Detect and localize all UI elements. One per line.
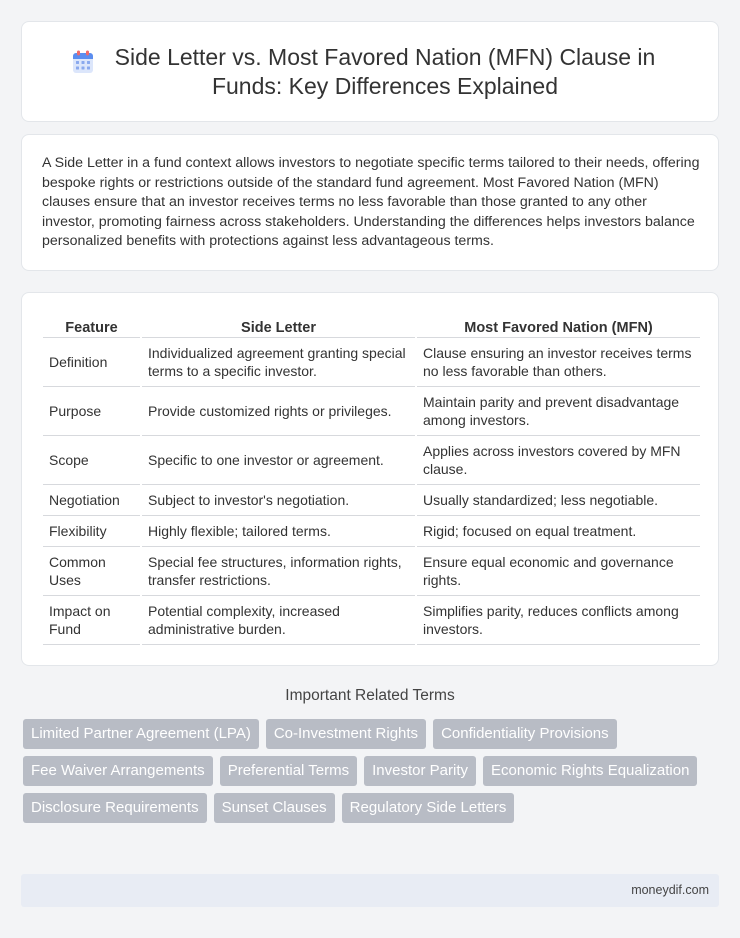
feature-cell: Scope — [43, 435, 141, 484]
mfn-cell: Maintain parity and prevent disadvantage among investors. — [416, 386, 700, 435]
related-term-tag[interactable]: Disclosure Requirements — [23, 793, 207, 823]
table-row — [43, 337, 700, 386]
table-row — [43, 546, 700, 595]
mfn-cell: Usually standardized; less negotiable. — [416, 484, 700, 515]
table-header-row — [43, 313, 700, 337]
feature-cell: Common Uses — [43, 546, 141, 595]
related-term-tag[interactable]: Economic Rights Equalization — [483, 756, 697, 786]
table-row — [43, 435, 700, 484]
mfn-cell: Simplifies parity, reduces conflicts among investors. — [416, 595, 700, 644]
related-term-tag[interactable]: Investor Parity — [364, 756, 476, 786]
side-letter-cell: Specific to one investor or agreement. — [141, 435, 416, 484]
comparison-card — [21, 292, 719, 666]
mfn-cell: Ensure equal economic and governance rights. — [416, 546, 700, 595]
header-mfn: Most Favored Nation (MFN) — [416, 313, 700, 337]
side-letter-cell: Highly flexible; tailored terms. — [141, 515, 416, 546]
related-term-tag[interactable]: Co-Investment Rights — [266, 719, 426, 749]
table-row — [43, 386, 700, 435]
table-row — [43, 515, 700, 546]
side-letter-cell: Individualized agreement granting special terms to a specific investor. — [141, 337, 416, 386]
intro-paragraph: A Side Letter in a fund context allows investors to negotiate specific terms tailored to their needs, offering bespoke rights or restrictions outside of the standard fund agreement. Most Favored Nation (MFN) clauses ensure that an investor receives terms no less favorable than those granted to any other investor, promoting fairness across stakeholders. Understanding the differences helps investors balance personalized benefits with protections against less advantageous terms. — [42, 155, 700, 250]
related-term-tag[interactable]: Sunset Clauses — [214, 793, 335, 823]
comparison-table — [43, 313, 700, 645]
mfn-cell: Clause ensuring an investor receives terms no less favorable than others. — [416, 337, 700, 386]
header-feature: Feature — [43, 313, 141, 337]
related-term-tag[interactable]: Regulatory Side Letters — [342, 793, 515, 823]
side-letter-cell: Provide customized rights or privileges. — [141, 386, 416, 435]
related-term-tag[interactable]: Fee Waiver Arrangements — [23, 756, 213, 786]
table-row — [43, 484, 700, 515]
related-term-tag[interactable]: Limited Partner Agreement (LPA) — [23, 719, 259, 749]
feature-cell: Impact on Fund — [43, 595, 141, 644]
mfn-cell: Rigid; focused on equal treatment. — [416, 515, 700, 546]
title-card — [21, 21, 719, 122]
related-terms-list — [23, 719, 703, 823]
title-wrap — [22, 22, 718, 121]
related-terms-title: Important Related Terms — [285, 687, 455, 704]
mfn-cell: Applies across investors covered by MFN clause. — [416, 435, 700, 484]
feature-cell: Negotiation — [43, 484, 141, 515]
related-term-tag[interactable]: Confidentiality Provisions — [433, 719, 617, 749]
footer-bar — [21, 874, 719, 907]
side-letter-cell: Subject to investor's negotiation. — [141, 484, 416, 515]
footer-site-name[interactable]: moneydif.com — [631, 883, 709, 897]
calendar-icon — [72, 50, 94, 74]
side-letter-cell: Special fee structures, information rights, transfer restrictions. — [141, 546, 416, 595]
feature-cell: Purpose — [43, 386, 141, 435]
feature-cell: Flexibility — [43, 515, 141, 546]
table-row — [43, 595, 700, 644]
side-letter-cell: Potential complexity, increased administrative burden. — [141, 595, 416, 644]
header-side-letter: Side Letter — [141, 313, 416, 337]
related-term-tag[interactable]: Preferential Terms — [220, 756, 357, 786]
feature-cell: Definition — [43, 337, 141, 386]
page-title: Side Letter vs. Most Favored Nation (MFN) Clause in Funds: Key Differences Explained — [114, 43, 656, 99]
intro-card — [21, 134, 719, 271]
